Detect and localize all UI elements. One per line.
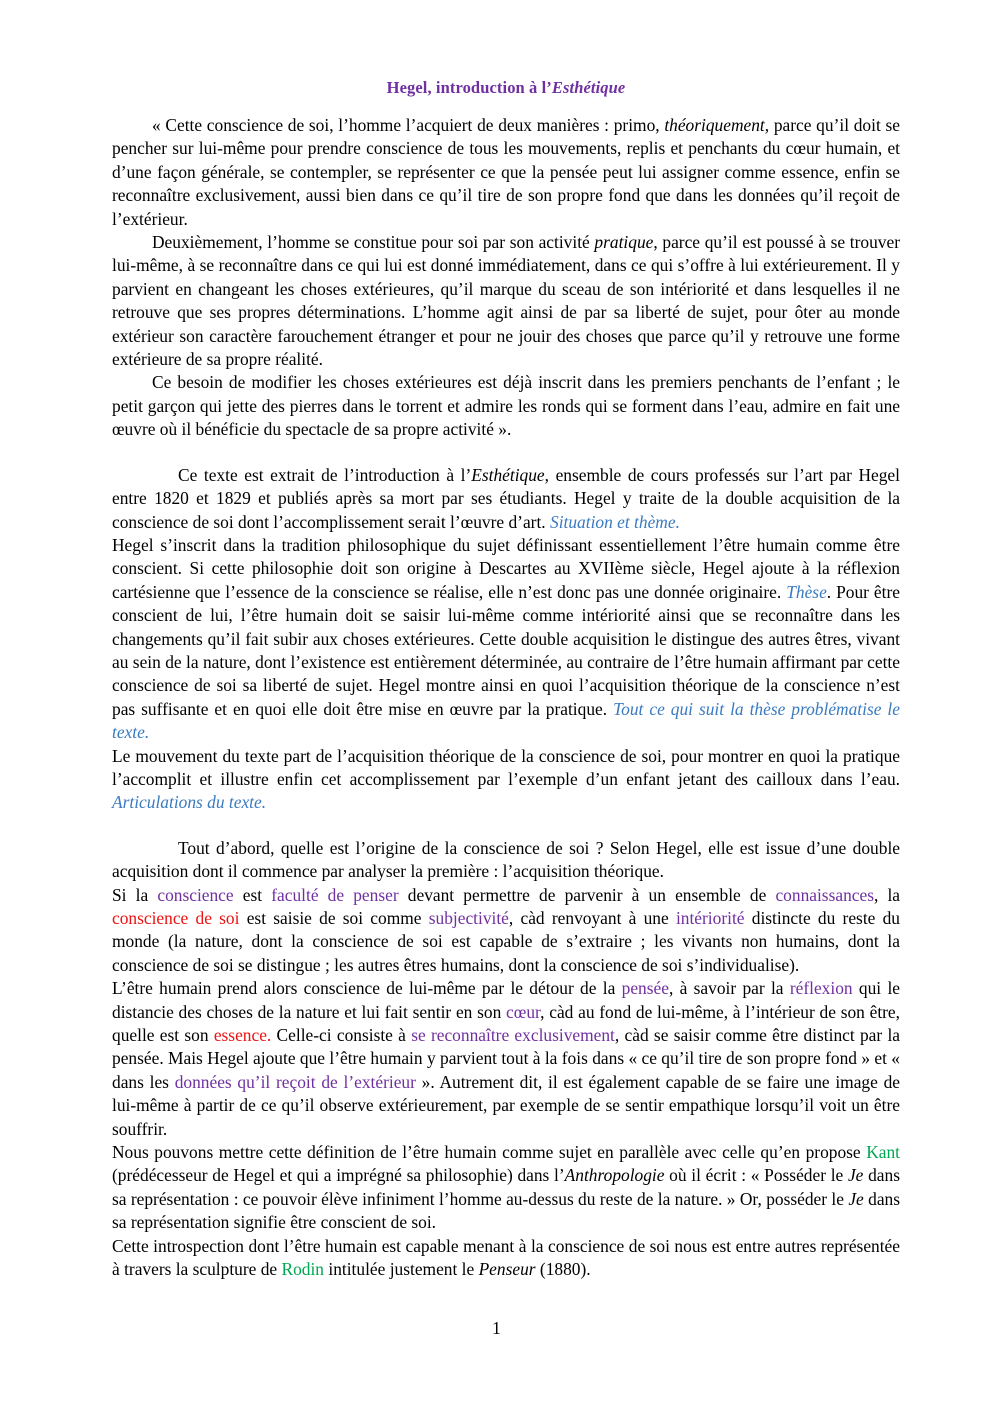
annotation-situation-et-theme: Situation et thème. (550, 511, 680, 532)
commentary-l2-part-e: Celle-ci consiste à (271, 1025, 412, 1046)
commentary-l1-part-e: est saisie de soi comme (239, 908, 429, 928)
commentary-l1-part-b: est (233, 884, 272, 905)
commentary-l3-part-a: Nous pouvons mettre cette définition de l’être humain comme sujet en parallèle avec celle qu’en propose (112, 1142, 867, 1163)
commentary-l3-part-d: dans sa représentation : ce pouvoir élève infiniment l’homme au-dessus du reste de la nature. » Or, posséder le (112, 1165, 900, 1209)
page-title (112, 78, 900, 98)
commentary-l2-part-g: ». Autrement dit, il est également capable de se faire une image de lui-même à partir de ce qu’il observe extérieurement, par exemple de se sentir empathique lorsqu’il voit un être souffrir. (112, 1071, 900, 1139)
commentary-paragraph-1: Tout d’abord, quelle est l’origine de la conscience de soi ? Selon Hegel, elle est issue d’une double acquisition dont il commence par analyser la première : l’acquisition théorique. (112, 837, 900, 882)
page-number: 1 (492, 1318, 501, 1338)
section-spacer-1 (112, 442, 900, 464)
commentary-l2-part-f: , càd se saisir comme être distinct par la pensée. Mais Hegel ajoute que l’être humain y parvient tout à la fois dans « ce qu’il tire de son propre fond » et « dans les (112, 1025, 900, 1092)
analysis-intro-part-a: Ce texte est extrait de l’introduction à l’ (178, 464, 472, 485)
section-spacer-2 (112, 815, 900, 837)
author-rodin: Rodin (281, 1259, 325, 1280)
commentary-l4-part-a: Cette introspection dont l’être humain est capable menant à la conscience de soi nous est entre autres représentée à travers la sculpture de (112, 1235, 900, 1280)
commentary-l4-part-c: (1880). (535, 1259, 591, 1280)
commentary-l1-part-f: , càd renvoyant à une (508, 908, 676, 928)
quote-p2-part-b: , parce qu’il est poussé à se trouver lui-même, à se reconnaître dans ce qui lui est donné immédiatement, dans ce qui s’offre à lui extérieurement. Il y parvient en changeant les choses extérieures, qu’il marque du sceau de son intériorité et dans lesquelles il ne retrouve que ses propres déterminations. L’homme agit ainsi de par sa liberté de sujet, pour ôter au monde extérieur son caractère farouchement étranger et pour ne jouir des choses que parce qu’il y retrouve une forme extérieure de sa propre réalité. (112, 232, 900, 370)
quote-paragraph-1 (112, 114, 900, 231)
concept-faculte-de-penser: faculté de penser (271, 884, 399, 905)
concept-se-reconnaitre-exclusivement: se reconnaître exclusivement (411, 1025, 615, 1046)
work-title-anthropologie: Anthropologie (564, 1165, 665, 1186)
commentary-l3-part-e: dans sa représentation signifie être conscient de soi. (112, 1188, 900, 1233)
quote-paragraph-2 (112, 231, 900, 371)
analysis-movement-part-a: Le mouvement du texte part de l’acquisition théorique de la conscience de soi, pour montrer en quoi la pratique l’accomplit et illustre enfin cet accomplissement par l’exemple d’un enfant jetant des cailloux dans l’eau. (112, 745, 900, 789)
commentary-l3-part-b: (prédécesseur de Hegel et qui a imprégné sa philosophie) dans l’ (112, 1165, 565, 1186)
analysis-movement-paragraph (112, 745, 900, 815)
concept-interiorite: intériorité (675, 908, 745, 928)
commentary-paragraph-5 (112, 1235, 900, 1282)
annotation-these: Thèse (786, 581, 827, 602)
quote-p1-part-a: « Cette conscience de soi, l’homme l’acquiert de deux manières : primo, (152, 115, 665, 135)
concept-coeur: cœur (506, 1001, 541, 1022)
quote-paragraph-3: Ce besoin de modifier les choses extérieures est déjà inscrit dans les premiers penchants de l’enfant ; le petit garçon qui jette des pierres dans le torrent et admire les ronds qui se forment dans l’eau, admire en fait une œuvre où il bénéficie du spectacle de sa propre activité ». (112, 372, 900, 440)
term-je-1: Je (847, 1165, 864, 1186)
analysis-intro-part-b: , ensemble de cours professés sur l’art par Hegel entre 1820 et 1829 et publiés après sa mort par ses étudiants. Hegel y traite de la double acquisition de la conscience de soi dont l’accomplissement serait l’œuvre d’art. (112, 464, 900, 532)
term-je-2: Je (848, 1188, 864, 1209)
keyword-essence: essence. (213, 1025, 272, 1046)
annotation-articulations-du-texte: Articulations du texte. (112, 792, 267, 813)
annotation-problematise-le-texte: Tout ce qui suit la thèse problématise le texte. (112, 698, 900, 743)
concept-subjectivite: subjectivité (428, 908, 509, 928)
commentary-l1-part-d: , la (873, 884, 901, 905)
analysis-thesis-paragraph (112, 534, 900, 745)
quote-p2-part-a: Deuxièmement, l’homme se constitue pour soi par son activité (152, 232, 595, 253)
concept-pensee: pensée (621, 978, 669, 999)
commentary-paragraph-3 (112, 977, 900, 1141)
document-body (112, 114, 900, 1282)
concept-connaissances: connaissances (775, 884, 874, 905)
commentary-l1-part-c: devant permettre de parvenir à un ensemble de (398, 884, 776, 905)
commentary-paragraph-2 (112, 884, 900, 978)
analysis-intro-paragraph (112, 464, 900, 534)
commentary-l2-part-b: , à savoir par la (668, 978, 790, 999)
commentary-l2-part-c: qui le distancie des choses de la nature et lui fait sentir en son (112, 978, 900, 1022)
analysis-thesis-part-a: Hegel s’inscrit dans la tradition philosophique du sujet définissant essentiellement l’être humain comme être conscient. Si cette philosophie doit son origine à Descartes au XVIIème siècle, Hegel ajoute à la réflexion cartésienne que l’essence de la conscience se réalise, elle n’est donc pas une donnée originaire. (112, 534, 900, 602)
work-title-penseur: Penseur (478, 1259, 536, 1280)
commentary-l1-part-g: distincte du reste du monde (la nature, dont la conscience de soi est capable de s’extraire ; les vivants non humains, dont la conscience de soi se distingue ; les autres êtres humains, dont la conscience de soi s’individualise). (112, 908, 900, 975)
quote-p2-emphasis-pratique: pratique (594, 232, 654, 253)
keyword-conscience-de-soi: conscience de soi (112, 908, 240, 928)
quote-p1-emphasis-theoriquement: théoriquement (664, 115, 765, 135)
concept-conscience: conscience (157, 884, 234, 905)
author-kant: Kant (866, 1142, 900, 1163)
commentary-l1-part-a: Si la (112, 884, 158, 905)
commentary-l2-part-a: L’être humain prend alors conscience de lui-même par le détour de la (112, 978, 622, 999)
commentary-l3-part-c: où il écrit : « Posséder le (664, 1165, 848, 1186)
commentary-l2-part-d: , càd au fond de lui-même, à l’intérieur de son être, quelle est son (112, 1001, 901, 1046)
analysis-thesis-part-b: . Pour être conscient de lui, l’être humain doit se saisir lui-même comme intériorité ainsi que se reconnaître dans les changements qu’il fait subir aux choses extérieures. Cette double acquisition le distingue des autres êtres, vivant au sein de la nature, dont l’existence est entièrement déterminée, au contraire de l’être humain affirmant par cette conscience de soi sa liberté de sujet. Hegel montre ainsi en quoi l’acquisition théorique de la conscience n’est pas suffisante et en quoi elle doit être mise en œuvre par la pratique. (112, 581, 900, 719)
quote-p1-part-b: , parce qu’il doit se pencher sur lui-même pour prendre conscience de tous les mouvements, replis et penchants du cœur humain, et d’une façon générale, se contempler, se représenter ce que la pensée peut lui assigner comme essence, enfin se reconnaître exclusivement, aussi bien dans ce qu’il tire de son propre fond que dans les données qu’il reçoit de l’extérieur. (112, 115, 900, 229)
page-title-prefix: Hegel, introduction à l’ (386, 78, 552, 97)
analysis-intro-work-title: Esthétique (471, 464, 545, 485)
commentary-l4-part-b: intitulée justement le (324, 1259, 479, 1280)
page-title-work: Esthétique (551, 78, 626, 97)
commentary-paragraph-4 (112, 1141, 900, 1235)
concept-reflexion: réflexion (789, 978, 853, 999)
concept-donnees-recues-de-l-exterieur: données qu’il reçoit de l’extérieur (174, 1071, 416, 1092)
